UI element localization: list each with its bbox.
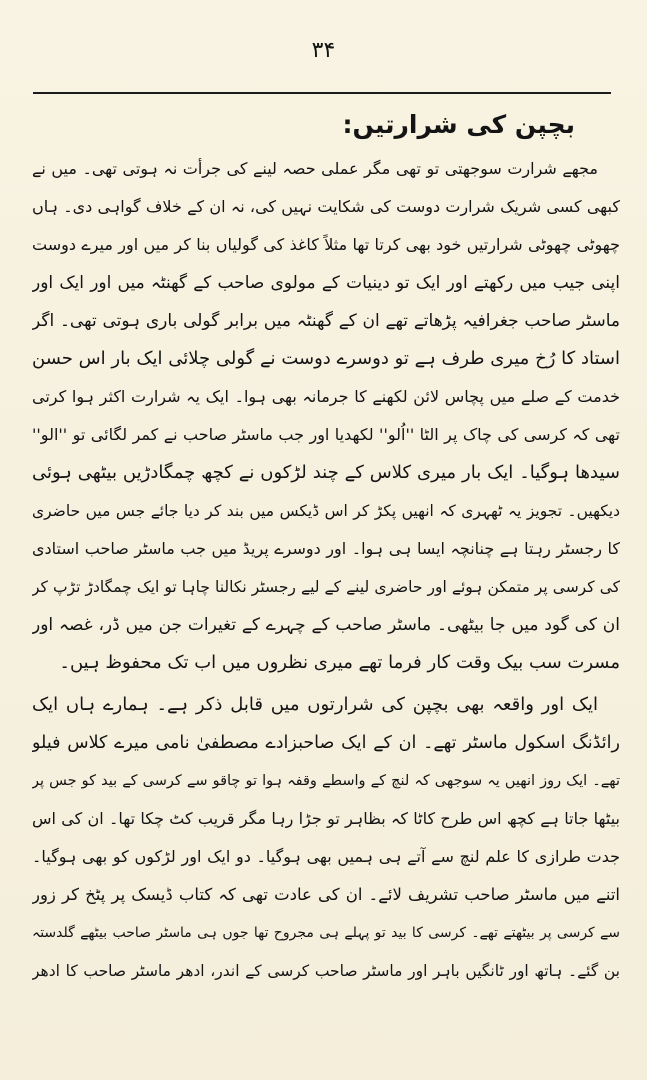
text-line: خدمت کے صلے میں پچاس لائن لکھنے کا جرمانہ بھی ہوا۔ ایک یہ شرارت اکثر ہوا کرتی bbox=[32, 387, 620, 406]
text-line: ایک اور واقعہ بھی بچپن کی شرارتوں میں قابل ذکر ہے۔ ہمارے ہاں ایک bbox=[32, 694, 598, 715]
text-line: چھوٹی چھوٹی شرارتیں خود بھی کرتا تھا مثلاً کاغذ کی گولیاں بنا کر میں اور میرے دوست bbox=[32, 235, 620, 254]
text-line: دیکھیں۔ تجویز یہ ٹھہری کہ انھیں پکڑ کر اس ڈیکس میں بند کر دیا جائے جس میں حاضری bbox=[32, 502, 620, 520]
text-line: تھے۔ ایک روز انھیں یہ سوجھی کہ لنچ کے واسطے وقفہ ہوا تو چاقو سے کرسی کے بید کو جس پر bbox=[32, 773, 620, 789]
text-line: کا رجسٹر رہتا ہے چنانچہ ایسا ہی ہوا۔ اور دوسرے پریڈ میں جب ماسٹر صاحب استادی bbox=[32, 539, 620, 558]
text-line: بیٹھا جاتا ہے کچھ اس طرح کاٹا کہ بظاہر تو جڑا رہا مگر قریب کٹ چکا تھا۔ ان کی اس bbox=[32, 809, 620, 828]
text-line: رائڈنگ اسکول ماسٹر تھے۔ ان کے ایک صاحبزادے مصطفیٰ نامی میرے کلاس فیلو bbox=[32, 733, 620, 753]
section-heading: بچپن کی شرارتیں: bbox=[342, 110, 575, 139]
text-line: ان کی گود میں جا بیٹھی۔ ماسٹر صاحب کے چہرے کے تغیرات جن میں ڈر، غصہ اور bbox=[32, 615, 620, 635]
text-line: ماسٹر صاحب جغرافیہ پڑھاتے تھے ان کے گھنٹہ میں برابر گولی باری ہوتی تھی۔ اگر bbox=[32, 311, 620, 331]
page-number: ۳۴ bbox=[311, 38, 336, 63]
text-line: استاد کا رُخ میری طرف ہے تو دوسرے دوست نے گولی چلائی ایک بار اس حسن bbox=[32, 348, 620, 369]
text-line: کبھی کسی شریک شرارت دوست کی شکایت نہیں کی، نہ ان کے خلاف گواہی دی۔ ہاں bbox=[32, 197, 620, 216]
text-line: مسرت سب بیک وقت کار فرما تھے میری نظروں میں اب تک محفوظ ہیں۔ bbox=[59, 652, 620, 673]
header-rule bbox=[33, 92, 611, 94]
text-line: کی کرسی پر متمکن ہوئے اور حاضری لینے کے لیے رجسٹر نکالنا چاہا تو ایک چمگادڑ تڑپ کر bbox=[32, 578, 620, 596]
text-line: تھی کہ کرسی کی چاک پر الٹا ''اُلو'' لکھدیا اور جب ماسٹر صاحب نے کمر لگائی تو ''الو'' bbox=[32, 425, 620, 444]
text-line: اپنی جیب میں رکھتے اور ایک تو دینیات کے مولوی صاحب کے گھنٹہ میں اور ایک اور bbox=[32, 273, 620, 293]
text-line: جدت طرازی کا علم لنچ سے آتے ہی ہمیں بھی ہوگیا۔ دو ایک اور لڑکوں کو بھی ہوگیا۔ bbox=[32, 847, 620, 866]
text-line: سے کرسی پر بیٹھتے تھے۔ کرسی کا بید تو پہلے ہی مجروح تھا جوں ہی ماسٹر صاحب بیٹھے گلدستہ bbox=[32, 925, 620, 941]
text-line: اتنے میں ماسٹر صاحب تشریف لائے۔ ان کی عادت تھی کہ کتاب ڈیسک پر پٹخ کر زور bbox=[32, 885, 620, 904]
text-line: سیدھا ہوگیا۔ ایک بار میری کلاس کے چند لڑکوں نے کچھ چمگادڑیں بیٹھی ہوئی bbox=[32, 462, 620, 483]
text-line: بن گئے۔ ہاتھ اور ٹانگیں باہر اور ماسٹر صاحب کرسی کے اندر، ادھر ماسٹر صاحب کا ادھر bbox=[32, 962, 620, 980]
text-line: مجھے شرارت سوجھتی تو تھی مگر عملی حصہ لینے کی جرأت نہ ہوتی تھی۔ میں نے bbox=[32, 159, 598, 178]
